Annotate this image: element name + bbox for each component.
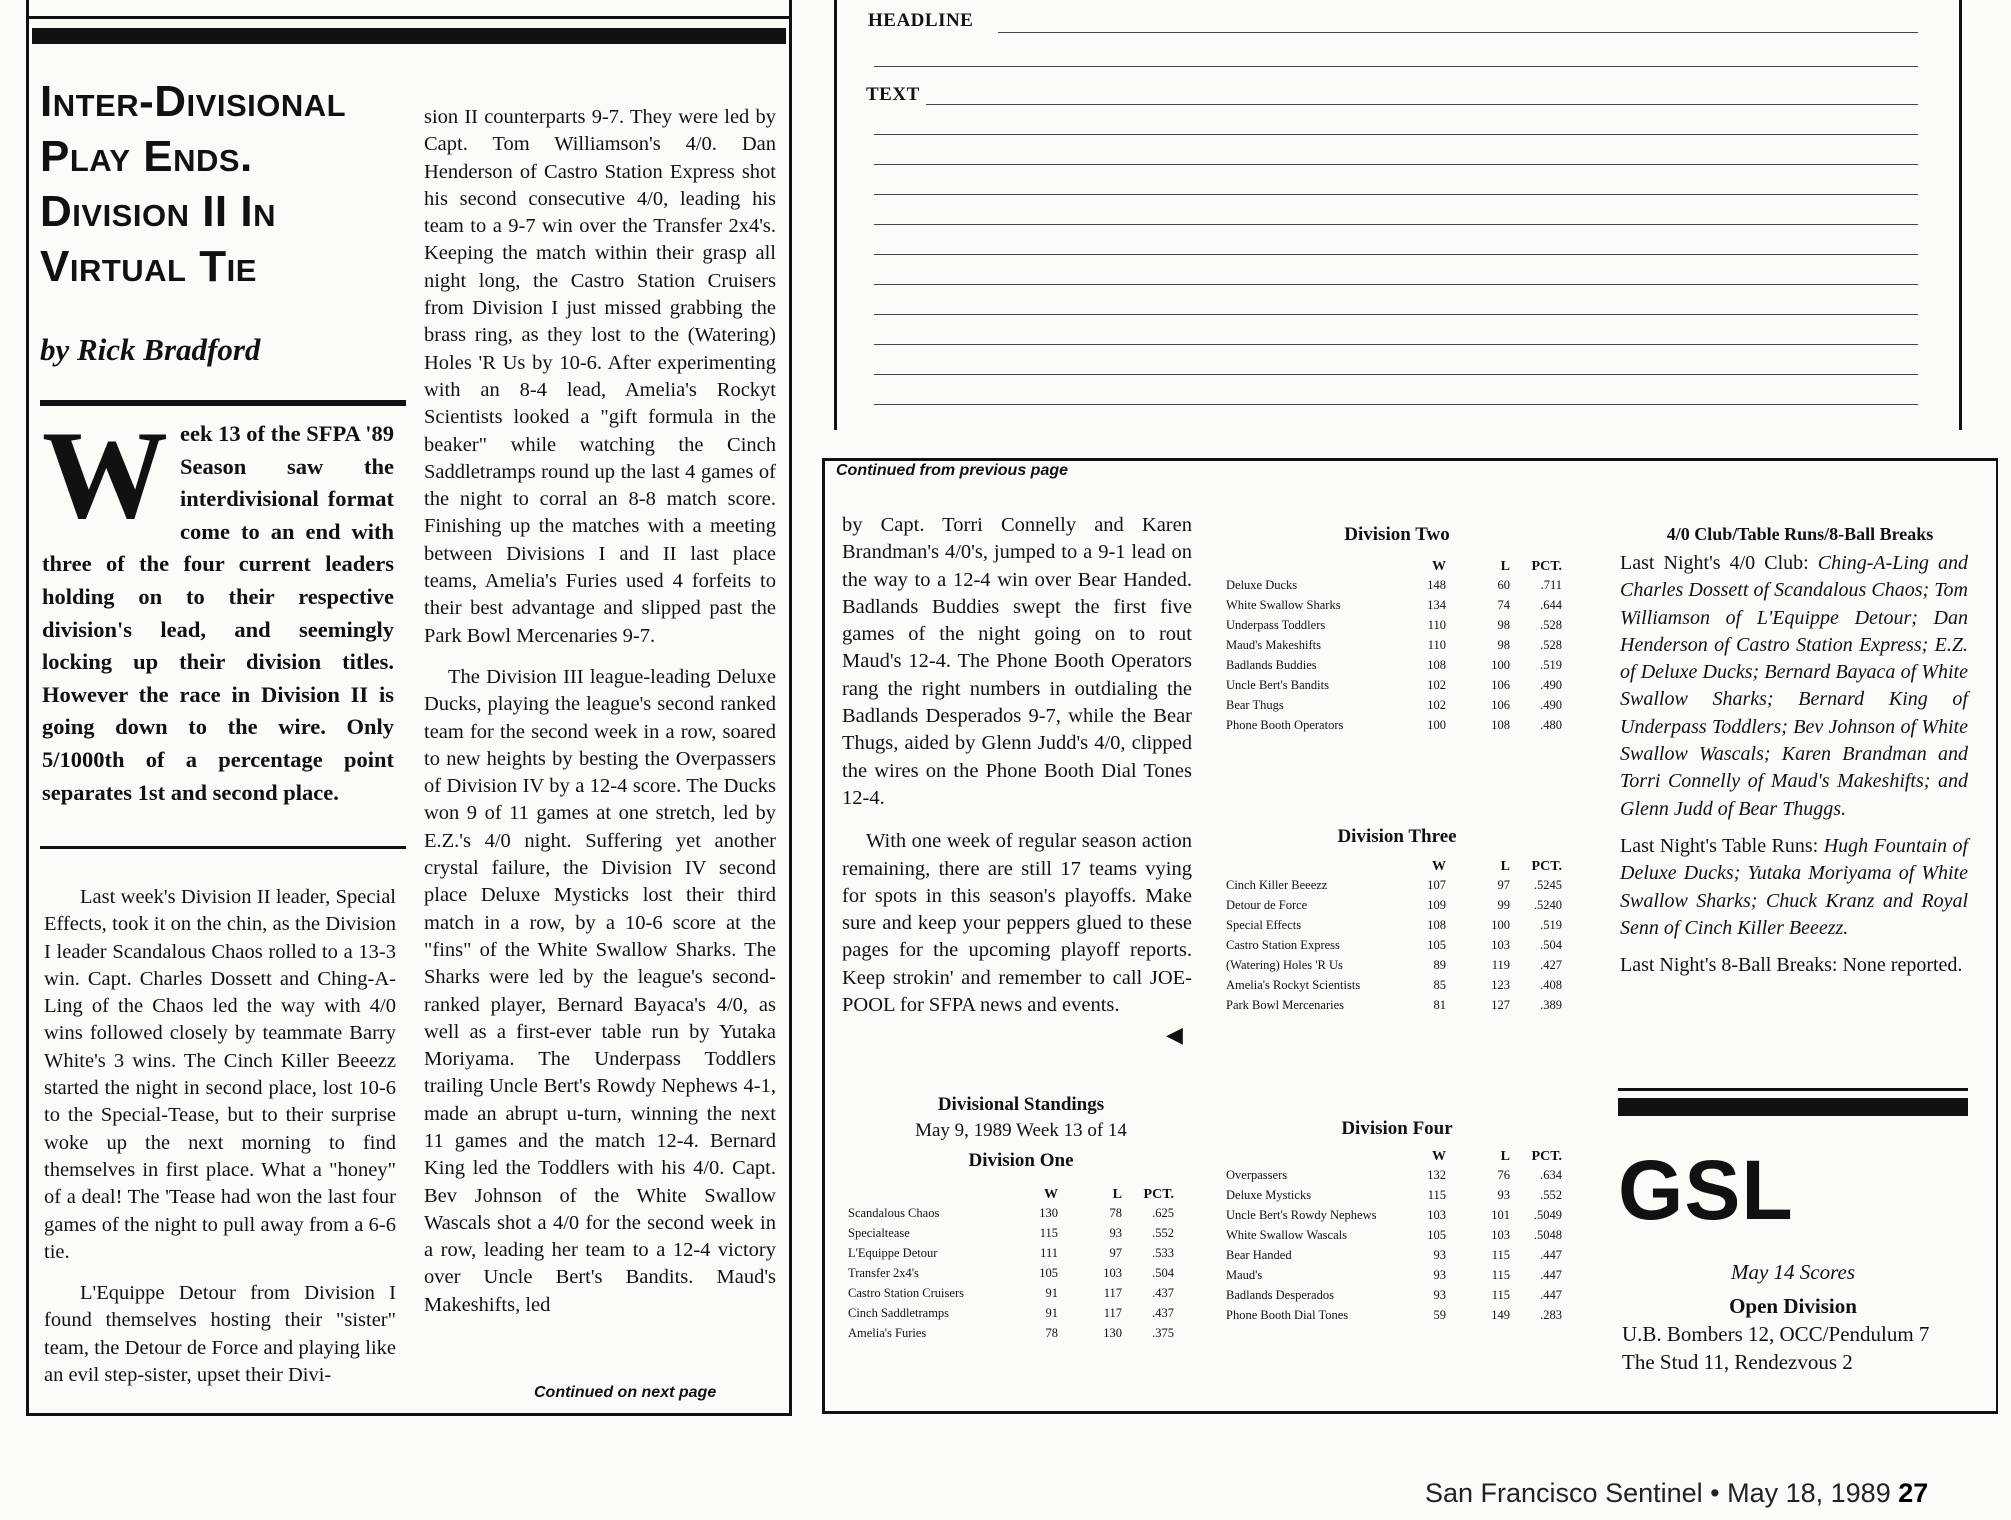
- win-pct: .519: [1540, 918, 1562, 932]
- wins: 110: [1427, 638, 1446, 652]
- gsl-score-line-2: The Stud 11, Rendezvous 2: [1622, 1350, 1853, 1374]
- form-headline-label: HEADLINE: [868, 10, 974, 31]
- team-name: Cinch Killer Beeezz: [1226, 878, 1328, 892]
- form-text-line[interactable]: [874, 284, 1918, 285]
- team-name: Underpass Toddlers: [1226, 618, 1326, 632]
- win-pct: .552: [1152, 1226, 1174, 1240]
- losses: 103: [1491, 1228, 1510, 1242]
- losses: 98: [1497, 638, 1510, 652]
- win-pct: .634: [1540, 1168, 1562, 1182]
- col3-paragraph-1: by Capt. Torri Connelly and Karen Brandman's 4/0's, jumped to a 9-1 lead on the way to a 12-4 win over Bear Handed. Badlands Buddies swept the first five games of the night going on to rout Maud's 12-4. The Phone Booth Operators rang the right numbers in outdialing the Badlands Desperados 9-7, while the Bear Thugs, aided by Glenn Judd's 4/0, clipped the wires on the Phone Booth Dial Tones 12-4.: [842, 514, 1192, 809]
- division-four-title: Division Four: [1341, 1118, 1453, 1139]
- wins: 78: [1045, 1326, 1058, 1340]
- team-name: Uncle Bert's Rowdy Nephews: [1226, 1208, 1377, 1222]
- col-pct-header: PCT.: [1531, 559, 1562, 574]
- win-pct: .711: [1540, 578, 1562, 592]
- division-three-title: Division Three: [1337, 826, 1457, 847]
- losses: 97: [1497, 878, 1510, 892]
- division-four-rows: [1226, 1168, 1562, 1328]
- win-pct: .490: [1540, 698, 1562, 712]
- club-label-1: Last Night's 4/0 Club:: [1620, 552, 1809, 574]
- losses: 106: [1491, 678, 1510, 692]
- gsl-thick-rule: [1618, 1098, 1968, 1116]
- team-name: Deluxe Ducks: [1226, 578, 1298, 592]
- team-name: Badlands Desperados: [1226, 1288, 1334, 1302]
- wins: 105: [1427, 938, 1446, 952]
- wins: 115: [1039, 1226, 1058, 1240]
- form-text-line[interactable]: [926, 104, 1918, 105]
- article-column-1: [44, 884, 396, 1394]
- wins: 102: [1427, 678, 1446, 692]
- win-pct: .5048: [1533, 1228, 1562, 1242]
- standings-row: [848, 1246, 1174, 1266]
- losses: 101: [1491, 1208, 1510, 1222]
- losses: 115: [1491, 1248, 1510, 1262]
- win-pct: .528: [1540, 618, 1562, 632]
- col-w-header: W: [1432, 559, 1446, 574]
- standings-table: [1226, 856, 1562, 1018]
- col-l-header: L: [1500, 559, 1510, 574]
- form-text-label: TEXT: [866, 84, 920, 105]
- losses: 60: [1497, 578, 1510, 592]
- wins: 103: [1427, 1208, 1446, 1222]
- standings-row: [1226, 698, 1562, 718]
- lede-text: eek 13 of the SFPA '89 Season saw the interdivisional format come to an end with three of the four current leaders holding on to their respective division's lead, and seemingly locking up their division titles. However the race in Division II is going down to the wire. Only 5/1000th of a percentage point separates 1st and second place.: [42, 421, 394, 805]
- col-w-header: W: [1044, 1187, 1058, 1202]
- win-pct: .625: [1152, 1206, 1174, 1220]
- division-one-rows: [848, 1206, 1174, 1346]
- gsl-logo: GSL: [1618, 1143, 1794, 1237]
- wins: 93: [1433, 1288, 1446, 1302]
- losses: 103: [1491, 938, 1510, 952]
- standings-title: Divisional Standings: [937, 1094, 1105, 1115]
- col1-paragraph-1: Last week's Division II leader, Special Effects, took it on the chin, as the Division I leader Scandalous Chaos rolled to a 13-3 win. Capt. Charles Dossett and Ching-A-Ling of the Chaos led the way with 4/0 wins followed closely by teammate Barry White's 3 wins. The Cinch Killer Beeezz started the night in second place, lost 10-6 to the Special-Tease, but to their surprise woke up the next morning to find themselves in first place. What a "honey" of a deal! The 'Tease had won the last four games of the night to pull away from a 6-6 tie.: [44, 886, 396, 1263]
- win-pct: .437: [1152, 1286, 1174, 1300]
- gsl-division: Open Division: [1729, 1294, 1857, 1318]
- losses: 119: [1491, 958, 1510, 972]
- team-name: Amelia's Rockyt Scientists: [1226, 978, 1361, 992]
- col-l-header: L: [1500, 1149, 1510, 1164]
- losses: 76: [1497, 1168, 1510, 1182]
- top-rule: [26, 16, 792, 19]
- team-name: L'Equippe Detour: [848, 1246, 938, 1260]
- win-pct: .408: [1540, 978, 1562, 992]
- submission-form-box: [834, 0, 1962, 430]
- standings-row: [1226, 718, 1562, 738]
- col2-paragraph-2: The Division III league-leading Deluxe Ducks, playing the league's second ranked team for the second week in a row, soared to new heights by besting the Overpassers of Division IV by a 12-4 score. The Ducks won 9 of 11 games at one stretch, led by E.Z.'s 4/0 night. Suffering yet another crystal failure, the Division IV second place Deluxe Mysticks lost their third match in a row, by a 10-6 score at the "fins" of the White Swallow Sharks. The Sharks were led by the league's second-ranked player, Bernard Bayaca's 4/0, as well as a first-ever table run by Yutaka Moriyama. The Underpass Toddlers trailing Uncle Bert's Rowdy Nephews 4-1, made an abrupt u-turn, winning the next 11 games and the match 12-4. Bernard King led the Toddlers with his 4/0. Capt. Bev Johnson of the White Swallow Wascals shot a 4/0 for the second week in a row, leading her team to a 12-4 victory over Uncle Bert's Bandits. Maud's Makeshifts, led: [424, 665, 776, 1316]
- team-name: Detour de Force: [1226, 898, 1308, 912]
- header-thick-rule: [32, 28, 786, 44]
- wins: 115: [1427, 1188, 1446, 1202]
- club-text-2: Hugh Fountain of Deluxe Ducks; Yutaka Moriyama of White Swallow Sharks; Chuck Kranz and Royal Senn of Cinch Killer Beeezz.: [1620, 834, 1969, 939]
- continued-next-label: Continued on next page: [534, 1384, 717, 1401]
- team-name: Bear Handed: [1226, 1248, 1292, 1262]
- wins: 100: [1427, 718, 1446, 732]
- losses: 117: [1103, 1286, 1122, 1300]
- losses: 93: [1497, 1188, 1510, 1202]
- losses: 108: [1491, 718, 1510, 732]
- wins: 85: [1433, 978, 1446, 992]
- standings-row: [848, 1226, 1174, 1246]
- losses: 123: [1491, 978, 1510, 992]
- losses: 97: [1109, 1246, 1122, 1260]
- standings-row: [1226, 1168, 1562, 1188]
- article-column-2: [424, 104, 776, 1380]
- wins: 93: [1433, 1268, 1446, 1282]
- wins: 109: [1427, 898, 1446, 912]
- wins: 105: [1427, 1228, 1446, 1242]
- losses: 115: [1491, 1288, 1510, 1302]
- standings-row: [1226, 958, 1562, 978]
- standings-row: [1226, 1248, 1562, 1268]
- form-text-line[interactable]: [874, 164, 1918, 165]
- wins: 134: [1427, 598, 1446, 612]
- wins: 102: [1427, 698, 1446, 712]
- losses: 130: [1103, 1326, 1122, 1340]
- losses: 93: [1109, 1226, 1122, 1240]
- col1-paragraph-2: L'Equippe Detour from Division I found themselves hosting their "sister" team, the Detour de Force and playing like an evil step-sister, upset their Divi-: [44, 1282, 396, 1387]
- standings-table: [848, 1184, 1174, 1346]
- win-pct: .504: [1540, 938, 1562, 952]
- losses: 78: [1109, 1206, 1122, 1220]
- standings-row: [1226, 938, 1562, 958]
- team-name: White Swallow Sharks: [1226, 598, 1341, 612]
- col-pct-header: PCT.: [1531, 859, 1562, 874]
- win-pct: .447: [1540, 1268, 1562, 1282]
- team-name: Maud's: [1226, 1268, 1263, 1282]
- win-pct: .427: [1540, 958, 1562, 972]
- losses: 74: [1497, 598, 1510, 612]
- end-mark-icon: ◀: [1166, 1022, 1183, 1047]
- wins: 108: [1427, 658, 1446, 672]
- division-one-table: [848, 1184, 1174, 1346]
- team-name: Castro Station Cruisers: [848, 1286, 964, 1300]
- division-two-table: [1226, 556, 1562, 738]
- form-text-line[interactable]: [874, 374, 1918, 375]
- article-headline: Inter-Divisional Play Ends. Division II In Virtual Tie: [40, 77, 347, 291]
- club-paragraph-3: Last Night's 8-Ball Breaks: None reported.: [1620, 954, 1963, 977]
- losses: 127: [1491, 998, 1510, 1012]
- gsl-subtitle: May 14 Scores: [1730, 1260, 1856, 1284]
- team-name: Overpassers: [1226, 1168, 1288, 1182]
- win-pct: .490: [1540, 678, 1562, 692]
- standings-row: [1226, 1208, 1562, 1228]
- standings-row: [1226, 618, 1562, 638]
- form-headline-line-2[interactable]: [874, 66, 1918, 67]
- win-pct: .389: [1540, 998, 1562, 1012]
- win-pct: .283: [1540, 1308, 1562, 1322]
- footer-page-number: 27: [1898, 1478, 1929, 1508]
- wins: 81: [1433, 998, 1446, 1012]
- club-paragraph-1: [1620, 550, 1968, 823]
- wins: 132: [1427, 1168, 1446, 1182]
- team-name: Scandalous Chaos: [848, 1206, 940, 1220]
- article-lede: [42, 406, 394, 809]
- win-pct: .5240: [1533, 898, 1562, 912]
- standings-row: [1226, 998, 1562, 1018]
- col-l-header: L: [1112, 1187, 1122, 1202]
- club-title: 4/0 Club/Table Runs/8-Ball Breaks: [1666, 524, 1934, 544]
- standings-row: [1226, 898, 1562, 918]
- division-two-title: Division Two: [1344, 524, 1450, 545]
- division-two-rows: [1226, 578, 1562, 738]
- team-name: Uncle Bert's Bandits: [1226, 678, 1329, 692]
- standings-row: [1226, 678, 1562, 698]
- form-text-line[interactable]: [874, 344, 1918, 345]
- wins: 108: [1427, 918, 1446, 932]
- team-name: Special Effects: [1226, 918, 1302, 932]
- win-pct: .5049: [1533, 1208, 1562, 1222]
- division-one-title: Division One: [968, 1150, 1074, 1171]
- standings-row: [1226, 1308, 1562, 1328]
- col-pct-header: PCT.: [1143, 1187, 1174, 1202]
- standings-row: [1226, 658, 1562, 678]
- standings-row: [1226, 978, 1562, 998]
- standings-row: [1226, 1268, 1562, 1288]
- win-pct: .437: [1152, 1306, 1174, 1320]
- win-pct: .375: [1152, 1326, 1174, 1340]
- standings-table: [1226, 1146, 1562, 1328]
- team-name: (Watering) Holes 'R Us: [1226, 958, 1343, 972]
- club-paragraph-2: [1620, 833, 1968, 942]
- club-label-2: Last Night's Table Runs:: [1620, 834, 1819, 857]
- wins: 130: [1039, 1206, 1058, 1220]
- form-text-line[interactable]: [874, 224, 1918, 225]
- lede-bottom-rule: [40, 846, 406, 849]
- col-pct-header: PCT.: [1531, 1149, 1562, 1164]
- win-pct: .5245: [1533, 878, 1562, 892]
- losses: 117: [1103, 1306, 1122, 1320]
- standings-row: [1226, 638, 1562, 658]
- losses: 100: [1491, 918, 1510, 932]
- col2-paragraph-1: sion II counterparts 9-7. They were led by Capt. Tom Williamson's 4/0. Dan Henderson of Castro Station Express shot his second consecutive 4/0, leading his team to a 9-7 win over the Transfer 2x4's. Keeping the match within their grasp all night long, the Castro Station Cruisers from Division I just missed grabbing the brass ring, as they lost to the (Watering) Holes 'R Us by 10-6. After experimenting with an 8-4 lead, Amelia's Rockyt Scientists looked a "gift formula in the beaker" while watching the Cinch Saddletramps round up the last 4 games of the night to corral an 8-8 match score. Finishing up the matches with a meeting between Divisions I and II last place teams, Amelia's Furies used 4 forfeits to their best advantage and slipped past the Park Bowl Mercenaries 9-7.: [424, 106, 776, 647]
- club-text-1: Ching-A-Ling and Charles Dossett of Scandalous Chaos; Tom Williamson of L'Equippe Detour; Dan Henderson of Castro Station Express; E.Z. of Deluxe Ducks; Bernard Bayaca of White Swallow Sharks; Bernard King of Underpass Toddlers; Bev Johnson of White Swallow Wascals; Karen Brandman and Torri Connelly of Maud's Makeshifts; and Glenn Judd of Bear Thuggs.: [1620, 552, 1969, 820]
- losses: 106: [1491, 698, 1510, 712]
- standings-row: [1226, 598, 1562, 618]
- win-pct: .644: [1540, 598, 1562, 612]
- losses: 100: [1491, 658, 1510, 672]
- continued-prev-label: Continued from previous page: [836, 462, 1069, 479]
- team-name: Bear Thugs: [1226, 698, 1284, 712]
- col-w-header: W: [1432, 859, 1446, 874]
- standings-table: [1226, 556, 1562, 738]
- wins: 105: [1039, 1266, 1058, 1280]
- losses: 115: [1491, 1268, 1510, 1282]
- wins: 107: [1427, 878, 1446, 892]
- form-text-line[interactable]: [874, 314, 1918, 315]
- win-pct: .533: [1152, 1246, 1174, 1260]
- standings-row: [848, 1306, 1174, 1326]
- division-four-table: [1226, 1146, 1562, 1328]
- win-pct: .519: [1540, 658, 1562, 672]
- standings-row: [1226, 1228, 1562, 1248]
- standings-row: [1226, 1288, 1562, 1308]
- form-text-line[interactable]: [874, 194, 1918, 195]
- form-text-line[interactable]: [874, 254, 1918, 255]
- team-name: Maud's Makeshifts: [1226, 638, 1321, 652]
- team-name: Castro Station Express: [1226, 938, 1340, 952]
- team-name: Badlands Buddies: [1226, 658, 1317, 672]
- win-pct: .447: [1540, 1288, 1562, 1302]
- article-column-3: [842, 512, 1192, 1072]
- standings-row: [848, 1266, 1174, 1286]
- col-l-header: L: [1500, 859, 1510, 874]
- gsl-score-line-1: U.B. Bombers 12, OCC/Pendulum 7: [1622, 1322, 1930, 1346]
- standings-row: [848, 1286, 1174, 1306]
- standings-row: [848, 1206, 1174, 1226]
- losses: 99: [1497, 898, 1510, 912]
- standings-row: [848, 1326, 1174, 1346]
- wins: 110: [1427, 618, 1446, 632]
- win-pct: .480: [1540, 718, 1562, 732]
- team-name: Park Bowl Mercenaries: [1226, 998, 1345, 1012]
- team-name: Transfer 2x4's: [848, 1266, 919, 1280]
- wins: 148: [1427, 578, 1446, 592]
- form-text-line[interactable]: [874, 404, 1918, 405]
- article-byline: by Rick Bradford: [40, 332, 261, 367]
- win-pct: .552: [1540, 1188, 1562, 1202]
- standings-subtitle: May 9, 1989 Week 13 of 14: [915, 1120, 1127, 1141]
- club-column: [1620, 550, 1968, 979]
- standings-row: [1226, 918, 1562, 938]
- col-w-header: W: [1432, 1149, 1446, 1164]
- losses: 103: [1103, 1266, 1122, 1280]
- wins: 111: [1040, 1246, 1058, 1260]
- footer-publication: San Francisco Sentinel • May 18, 1989: [1425, 1478, 1891, 1508]
- standings-row: [1226, 878, 1562, 898]
- losses: 98: [1497, 618, 1510, 632]
- standings-row: [1226, 1188, 1562, 1208]
- losses: 149: [1491, 1308, 1510, 1322]
- team-name: Deluxe Mysticks: [1226, 1188, 1312, 1202]
- col3-paragraph-2: With one week of regular season action remaining, there are still 17 teams vying for spots in this season's playoffs. Make sure and keep your peppers glued to these pages for the upcoming playoff reports. Keep strokin' and remember to call JOE-POOL for SFPA news and events.: [842, 830, 1192, 1017]
- team-name: Amelia's Furies: [848, 1326, 927, 1340]
- team-name: Phone Booth Operators: [1226, 718, 1344, 732]
- standings-row: [1226, 578, 1562, 598]
- win-pct: .447: [1540, 1248, 1562, 1262]
- wins: 59: [1433, 1308, 1446, 1322]
- team-name: Phone Booth Dial Tones: [1226, 1308, 1349, 1322]
- team-name: Specialtease: [848, 1226, 910, 1240]
- team-name: White Swallow Wascals: [1226, 1228, 1347, 1242]
- win-pct: .528: [1540, 638, 1562, 652]
- wins: 91: [1045, 1286, 1058, 1300]
- form-headline-line[interactable]: [998, 32, 1918, 33]
- wins: 93: [1433, 1248, 1446, 1262]
- drop-cap: W: [42, 406, 168, 545]
- wins: 91: [1045, 1306, 1058, 1320]
- win-pct: .504: [1152, 1266, 1174, 1280]
- team-name: Cinch Saddletramps: [848, 1306, 950, 1320]
- division-three-rows: [1226, 878, 1562, 1018]
- form-text-line[interactable]: [874, 134, 1918, 135]
- page-footer: [1425, 1478, 1928, 1509]
- division-three-table: [1226, 856, 1562, 1018]
- gsl-top-rule: [1618, 1088, 1968, 1091]
- wins: 89: [1433, 958, 1446, 972]
